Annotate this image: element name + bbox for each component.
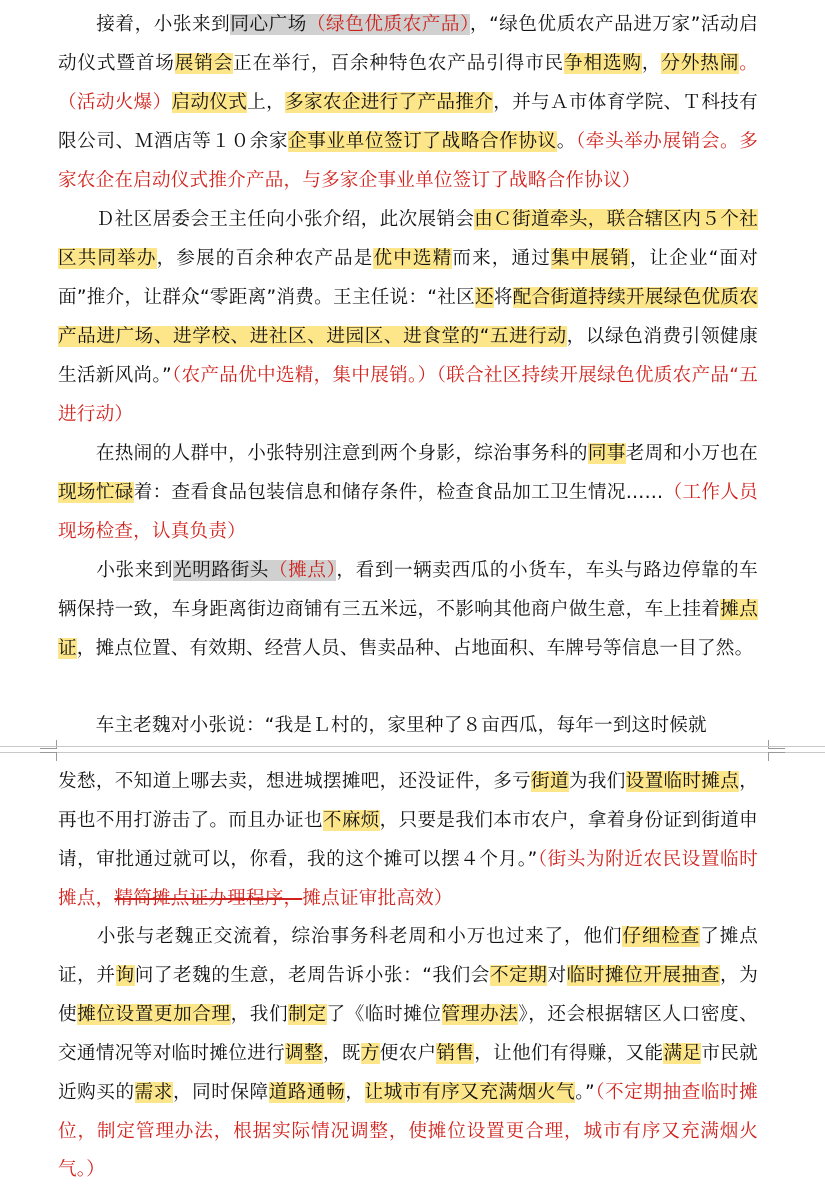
annotation-note: 精简摊点证办理程序， bbox=[114, 887, 303, 909]
text-run: 而来，通过 bbox=[452, 247, 551, 269]
text-run: ，让他们有得赚，又能 bbox=[474, 1042, 664, 1064]
text-run: 。” bbox=[575, 1081, 595, 1103]
highlighted-keyword: 由Ｃ街道牵头，联合辖区内５个社区共同举办 bbox=[58, 209, 758, 269]
text-run: 发愁，不知道上哪去卖，想进城摆摊吧，还没证件，多亏 bbox=[58, 771, 532, 792]
text-run: 着：查看食品包装信息和储存条件，检查食品加工卫生情况…… bbox=[133, 481, 664, 503]
text-run: ，“绿色优质农产品进万家”活动启动仪式暨首场 bbox=[58, 14, 758, 74]
text-run: ，让企业“面对面”推介，让群众“零距离”消费。王主任说：“社区 bbox=[58, 247, 758, 308]
annotation-note: （工作人员现场检查，认真负责） bbox=[58, 481, 758, 542]
text-run: ，再也不用打游击了。而且办证也 bbox=[58, 771, 758, 831]
paragraph bbox=[58, 6, 758, 201]
text-run: 了《临时摊位 bbox=[326, 1003, 442, 1025]
text-run: 问了老魏的生意，老周告诉小张：“我们会 bbox=[134, 964, 490, 986]
highlighted-keyword: 还 bbox=[475, 286, 494, 308]
highlighted-keyword: 同事 bbox=[587, 443, 626, 464]
page-corner-mark bbox=[40, 752, 57, 761]
text-run: 。 bbox=[556, 130, 576, 152]
page-bottom-edge bbox=[0, 746, 825, 747]
text-run: ，并与Ａ市体育学院、Ｔ科技有限公司、Ｍ酒店等１０余家 bbox=[58, 91, 758, 152]
paragraph bbox=[58, 435, 758, 552]
text-run: 将 bbox=[493, 286, 513, 308]
text-run: Ｄ社区居委会王主任向小张介绍，此次展销会 bbox=[58, 209, 475, 230]
highlighted-keyword: 启动仪式 bbox=[171, 91, 248, 113]
text-run: 对 bbox=[547, 964, 567, 986]
text-run: 便农户 bbox=[379, 1042, 437, 1064]
annotation-note: （不定期抽查临时摊位，制定管理办法，根据实际情况调整，使摊位设置更合理，城市有序又充满烟火气。） bbox=[58, 1081, 758, 1181]
shaded-location: 同心广场 bbox=[230, 14, 307, 35]
highlighted-keyword: 摊位设置更加合理 bbox=[77, 1003, 231, 1025]
text-run: 为我们 bbox=[568, 771, 626, 792]
text-run: 接着，小张来到 bbox=[58, 14, 231, 35]
text-run: ，同时保障 bbox=[172, 1081, 269, 1103]
annotation-note: 摊点证审批高效） bbox=[302, 887, 453, 909]
annotation-note: 。（活动火爆） bbox=[58, 52, 759, 113]
highlighted-keyword: 优中选精 bbox=[373, 247, 453, 269]
text-run: ， bbox=[345, 1081, 365, 1103]
highlighted-keyword: 满足 bbox=[663, 1042, 702, 1064]
text-run: 上， bbox=[247, 91, 286, 113]
highlighted-keyword: 分外热闹 bbox=[661, 52, 740, 74]
text-run: 车主老魏对小张说：“我是Ｌ村的，家里种了８亩西瓜，每年一到这时候就 bbox=[58, 715, 707, 736]
highlighted-keyword: 销售 bbox=[436, 1042, 475, 1064]
highlighted-keyword: 询 bbox=[115, 964, 135, 986]
text-run: 》，还会根据辖区人口密度、交通情况等对临时摊位进行 bbox=[58, 1003, 758, 1064]
highlighted-keyword: 摊点证 bbox=[58, 598, 758, 659]
highlighted-keyword: 配合街道持续开展绿色优质农产品进广场、进学校、进社区、进园区、进食堂的“五进行动 bbox=[58, 286, 758, 347]
text-run: ，为使 bbox=[58, 964, 758, 1025]
highlighted-keyword: 仔细检查 bbox=[622, 926, 701, 947]
highlighted-keyword: 争相选购 bbox=[564, 52, 642, 74]
highlighted-keyword: 方 bbox=[360, 1042, 380, 1064]
annotation-note: （街头为附近农民设置临时摊点， bbox=[58, 848, 758, 909]
highlighted-keyword: 多家农企进行了产品推介 bbox=[285, 91, 494, 113]
highlighted-keyword: 企事业单位签订了战略合作协议 bbox=[288, 130, 557, 152]
paragraph bbox=[58, 763, 758, 919]
highlighted-keyword: 展销会 bbox=[174, 52, 234, 74]
highlighted-keyword: 需求 bbox=[134, 1081, 173, 1103]
paragraph bbox=[58, 918, 758, 1190]
highlighted-keyword: 街道 bbox=[531, 771, 569, 792]
highlighted-keyword: 管理办法 bbox=[441, 1003, 519, 1025]
highlighted-keyword: 现场忙碌 bbox=[58, 481, 134, 503]
annotation-note: （农产品优中选精，集中展销。）（联合社区持续开展绿色优质农产品“五进行动） bbox=[58, 364, 758, 425]
highlighted-keyword: 集中展销 bbox=[550, 247, 630, 269]
text-run: 小张来到 bbox=[58, 560, 174, 581]
annotation-note: （绿色优质农产品） bbox=[306, 14, 470, 35]
text-run: ，摊点位置、有效期、经营人员、售卖品种、占地面积、车牌号等信息一目了然。 bbox=[76, 637, 754, 659]
text-run: ，参展的百余种农产品是 bbox=[156, 247, 374, 269]
annotation-note: （摊点） bbox=[268, 560, 337, 581]
page-corner-mark bbox=[768, 740, 785, 749]
highlighted-keyword: 临时摊位开展抽查 bbox=[566, 964, 721, 986]
annotation-note: （牵头举办展销会。多家农企在启动仪式推介产品，与多家企事业单位签订了战略合作协议） bbox=[58, 130, 759, 191]
text-run: 市民就近购买的 bbox=[58, 1042, 758, 1103]
highlighted-keyword: 不定期 bbox=[489, 964, 548, 986]
page-corner-mark bbox=[768, 752, 785, 761]
page-top-edge bbox=[0, 752, 825, 753]
text-run: ，以绿色消费引领健康生活新风尚。” bbox=[58, 325, 758, 386]
text-run: ， bbox=[641, 52, 662, 74]
highlighted-keyword: 制定 bbox=[288, 1003, 327, 1025]
highlighted-keyword: 让城市有序又充满烟火气 bbox=[364, 1081, 576, 1103]
text-run: 小张与老魏正交流着，综治事务科老周和小万也过来了，他们 bbox=[58, 926, 623, 947]
paragraph bbox=[58, 552, 758, 669]
highlighted-keyword: 道路通畅 bbox=[268, 1081, 346, 1103]
text-run: 了摊点证，并 bbox=[58, 926, 758, 986]
text-run: ，既 bbox=[322, 1042, 361, 1064]
text-run: 正在举行，百余种特色农产品引得市民 bbox=[233, 52, 565, 74]
highlighted-keyword: 不麻烦 bbox=[322, 809, 380, 831]
text-run: 老周和小万也在 bbox=[625, 443, 758, 464]
text-run: ，看到一辆卖西瓜的小货车，车头与路边停靠的车辆保持一致，车身距离街边商铺有三五米远，不影响其他商户做生意，车上挂着 bbox=[58, 560, 758, 620]
highlighted-keyword: 设置临时摊点 bbox=[625, 771, 740, 792]
text-run: ，只要是我们本市农户，拿着身份证到街道申请，审批通过就可以，你看，我的这个摊可以摆４个月。” bbox=[58, 809, 758, 870]
shaded-location: 光明路街头 bbox=[173, 560, 269, 581]
text-run: ，我们 bbox=[230, 1003, 289, 1025]
paragraph bbox=[58, 201, 758, 434]
text-run: 在热闹的人群中，小张特别注意到两个身影，综治事务科的 bbox=[58, 443, 588, 464]
paragraph bbox=[58, 707, 758, 746]
highlighted-keyword: 调整 bbox=[285, 1042, 323, 1064]
page-corner-mark bbox=[40, 740, 57, 749]
